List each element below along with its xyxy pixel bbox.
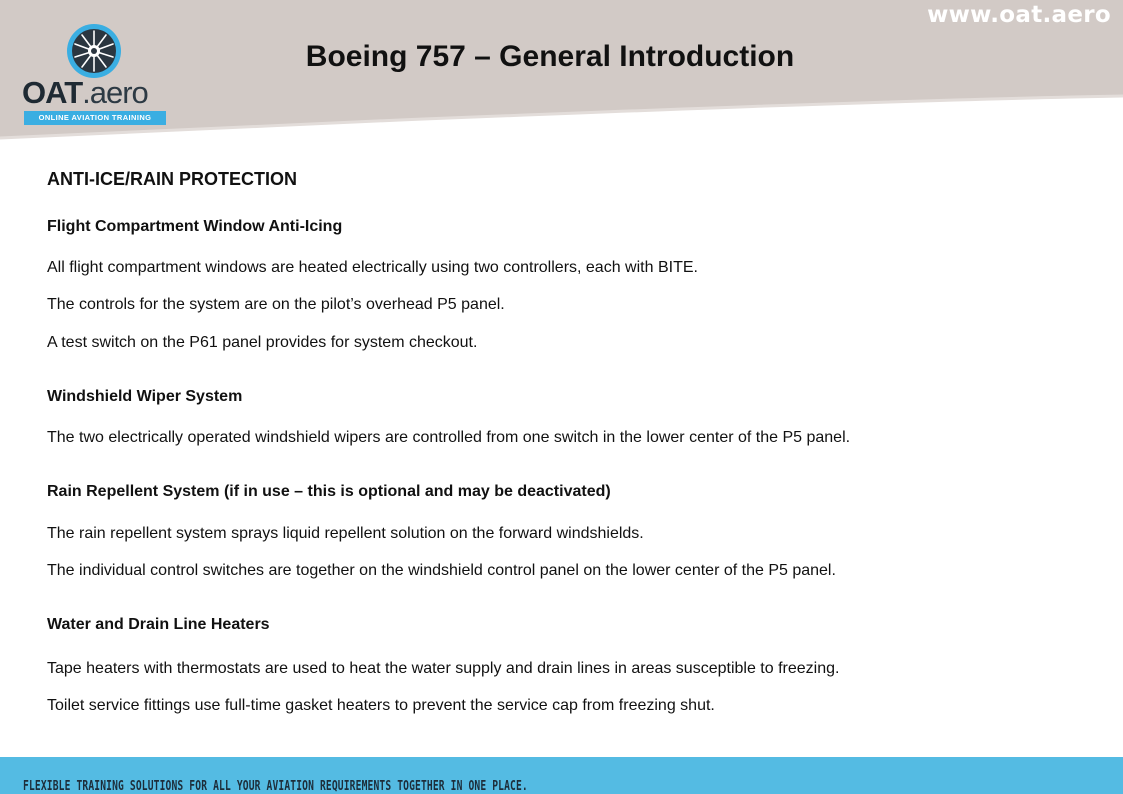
subsection-water-drain-heaters xyxy=(47,615,1097,716)
paragraph: Toilet service fittings use full-time gasket heaters to prevent the service cap from freezing shut. xyxy=(47,697,715,714)
logo-wordmark-light: .aero xyxy=(82,75,148,110)
paragraph: A test switch on the P61 panel provides for system checkout. xyxy=(47,334,478,351)
subsection-rain-repellent xyxy=(47,482,1097,581)
subsection-windshield-wiper xyxy=(47,387,1097,448)
paragraph: Tape heaters with thermostats are used to heat the water supply and drain lines in areas susceptible to freezing. xyxy=(47,660,840,677)
oat-logo xyxy=(22,22,168,128)
subsection-heading: Flight Compartment Window Anti-Icing xyxy=(47,218,343,235)
paragraph: All flight compartment windows are heated electrically using two controllers, each with BITE. xyxy=(47,259,698,276)
subsection-window-anti-icing xyxy=(47,217,1097,353)
subsection-heading: Water and Drain Line Heaters xyxy=(47,616,270,633)
site-url: www.oat.aero xyxy=(927,2,1111,28)
subsection-heading: Rain Repellent System (if in use – this is optional and may be deactivated) xyxy=(47,483,611,500)
footer-band xyxy=(0,757,1123,794)
logo-wordmark xyxy=(22,76,148,110)
paragraph: The two electrically operated windshield wipers are controlled from one switch in the lower center of the P5 panel. xyxy=(47,429,851,446)
paragraph: The controls for the system are on the pilot’s overhead P5 panel. xyxy=(47,296,505,313)
main-content xyxy=(47,168,1097,716)
logo-wordmark-bold: OAT xyxy=(22,75,83,110)
paragraph: The rain repellent system sprays liquid repellent solution on the forward windshields. xyxy=(47,525,644,542)
section-heading: ANTI-ICE/RAIN PROTECTION xyxy=(47,169,297,189)
logo-tagline: ONLINE AVIATION TRAINING xyxy=(24,111,166,125)
subsection-heading: Windshield Wiper System xyxy=(47,388,243,405)
page-title: Boeing 757 – General Introduction xyxy=(305,40,795,73)
paragraph: The individual control switches are together on the windshield control panel on the lower center of the P5 panel. xyxy=(47,562,836,579)
footer-tagline: FLEXIBLE TRAINING SOLUTIONS FOR ALL YOUR AVIATION REQUIREMENTS TOGETHER IN ONE PLACE. xyxy=(23,779,528,794)
